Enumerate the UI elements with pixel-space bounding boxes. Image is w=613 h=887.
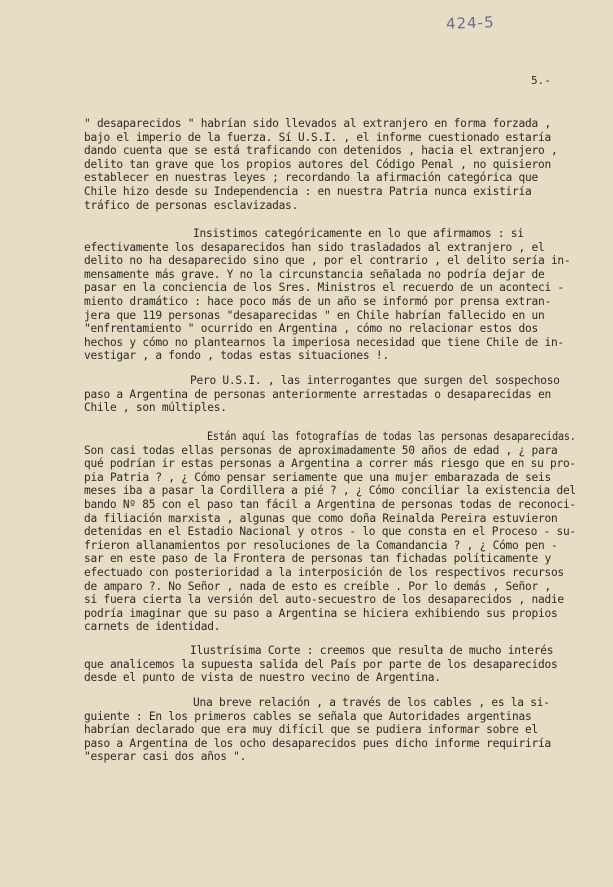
text-line: carnets de identidad. xyxy=(84,620,221,634)
page-number: 5.- xyxy=(531,74,551,87)
text-line: sar en este paso de la Frontera de personas tan fichadas políticamente y xyxy=(84,552,551,566)
text-line: establecer en nuestras leyes ; recordando la afirmación categórica que xyxy=(84,171,538,185)
text-line: frieron allanamientos por resoluciones de la Comandancia ? , ¿ Cómo pen - xyxy=(84,538,558,552)
text-line: mensamente más grave. Y no la circunstancia señalada no podría dejar de xyxy=(84,267,545,281)
text-line: bando Nº 85 con el paso tan fácil a Argentina de personas todas de reconoci- xyxy=(84,498,576,511)
text-line: Chile , son múltiples. xyxy=(84,401,227,415)
text-line: paso a Argentina de personas anteriormente arrestadas o desaparecidas en xyxy=(84,387,551,401)
text-line: si fuera cierta la versión del auto-secuestro de los desaparecidos , nadie xyxy=(84,593,564,607)
text-line: Pero U.S.I. , las interrogantes que surgen del sospechoso xyxy=(190,374,560,387)
text-line: bajo el imperio de la fuerza. Sí U.S.I. , el informe cuestionado estaría xyxy=(84,130,551,144)
text-line: miento dramático : hace poco más de un año se informó por prensa extran- xyxy=(84,295,551,308)
text-line: guiente : En los primeros cables se señala que Autoridades argentinas xyxy=(84,709,532,723)
text-line: pia Patria ? , ¿ Cómo pensar seriamente que una mujer embarazada de seis xyxy=(84,470,551,484)
text-line: da filiación marxista , algunas que como doña Reinalda Pereira estuvieron xyxy=(84,511,558,525)
text-line: efectuado con posterioridad a la interposición de los respectivos recursos xyxy=(84,566,564,579)
text-line: tráfico de personas esclavizadas. xyxy=(84,198,299,212)
text-line: desde el punto de vista de nuestro vecino de Argentina. xyxy=(84,671,441,685)
text-line: "esperar casi dos años ". xyxy=(84,750,247,764)
text-line: jera que 119 personas "desaparecidas " en Chile habrían fallecido en un xyxy=(84,308,545,322)
text-line: delito tan grave que los propios autores del Código Penal , no quisieron xyxy=(84,157,551,171)
text-line: vestigar , a fondo , todas estas situaciones !. xyxy=(84,349,389,363)
text-line: efectivamente los desaparecidos han sido trasladados al extranjero , el xyxy=(84,240,545,254)
text-line: Una breve relación , a través de los cables , es la si- xyxy=(193,696,550,709)
text-line: paso a Argentina de los ocho desaparecidos pues dicho informe requiriría xyxy=(84,736,551,750)
text-line: podría imaginar que su paso a Argentina se hiciera exhibiendo sus propios xyxy=(84,606,558,620)
text-line: que analicemos la supuesta salida del País por parte de los desaparecidos xyxy=(84,657,558,671)
text-line: Están aquí las fotografías de todas las personas desaparecidas. xyxy=(207,430,576,443)
handwritten-reference: 424-5 xyxy=(445,13,495,33)
text-line: Insistimos categóricamente en lo que afirmamos : si xyxy=(193,227,524,240)
text-line: Son casi todas ellas personas de aproximadamente 50 años de edad , ¿ para xyxy=(84,443,558,457)
text-line: dando cuenta que se está traficando con detenidos , hacia el extranjero , xyxy=(84,144,558,158)
text-line: " desaparecidos " habrían sido llevados al extranjero en forma forzada , xyxy=(84,117,551,130)
text-line: habrían declarado que era muy difícil que se pudiera informar sobre el xyxy=(84,723,538,737)
text-line: Ilustrísima Corte : creemos que resulta de mucho interés xyxy=(190,644,554,657)
text-line: detenidas en el Estadio Nacional y otros - lo que consta en el Proceso - su- xyxy=(84,525,576,539)
text-line: pasar en la conciencia de los Sres. Ministros el recuerdo de un aconteci - xyxy=(84,281,564,295)
text-line: de amparo ?. No Señor , nada de esto es creíble . Por lo demás , Señor , xyxy=(84,579,551,593)
text-line: meses iba a pasar la Cordillera a pié ? , ¿ Cómo conciliar la existencia del xyxy=(84,484,576,498)
text-line: hechos y cómo no plantearnos la imperiosa necesidad que tiene Chile de in- xyxy=(84,335,564,349)
text-line: qué podrían ir estas personas a Argentina a correr más riesgo que en su pro- xyxy=(84,457,576,471)
text-line: "enfrentamiento " ocurrido en Argentina , cómo no relacionar estos dos xyxy=(84,322,538,336)
text-line: delito no ha desaparecido sino que , por el contrario , el delito sería in- xyxy=(84,254,571,268)
text-line: Chile hizo desde su Independencia : en nuestra Patria nunca existiría xyxy=(84,185,532,198)
